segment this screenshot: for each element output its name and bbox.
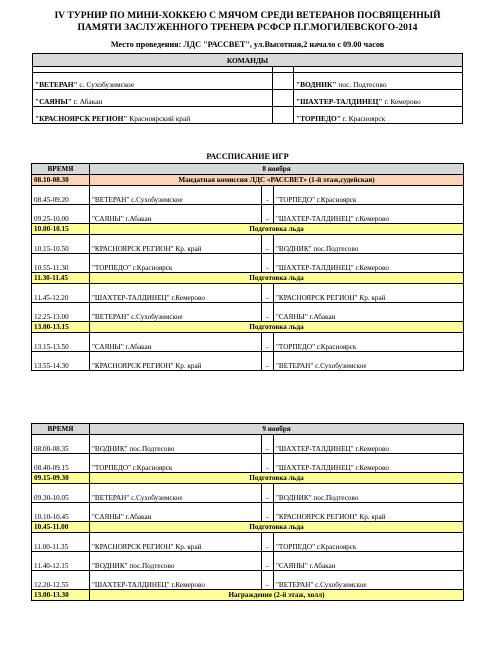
schedule-title: РАССПИСАНИЕ ИГР: [206, 152, 289, 161]
game-row: [32, 484, 464, 503]
away-team: "ТОРПЕДО" г.Красноярск: [274, 333, 464, 352]
time-header: ВРЕМЯ: [32, 424, 90, 435]
teams-table: [32, 53, 463, 124]
day-date: 9 ноября: [90, 424, 464, 435]
versus-dash: -: [262, 235, 274, 254]
time-header: ВРЕМЯ: [32, 164, 90, 175]
home-team: "САЯНЫ" г.Абакан: [90, 333, 262, 352]
away-team: "КРАСНОЯРСК РЕГИОН" Кр. край: [274, 284, 464, 303]
event-time: 10.45-11.00: [32, 522, 90, 533]
game-row: [32, 435, 464, 454]
game-row: [32, 235, 464, 254]
event-row: [32, 522, 464, 533]
away-team: "ШАХТЕР-ТАЛДИНЕЦ" г.Кемерово: [274, 435, 464, 454]
away-team: "ВОДНИК" пос.Подтесово: [274, 484, 464, 503]
game-time: 10.55-11.30: [32, 254, 90, 273]
teams-row: [33, 90, 463, 107]
away-team: "ВЕТЕРАН" с.Сухобузимское: [274, 571, 464, 590]
teams-header: КОМАНДЫ: [33, 54, 463, 67]
away-team: "ШАХТЕР-ТАЛДИНЕЦ" г.Кемерово: [274, 254, 464, 273]
schedule-header-row: [32, 164, 464, 175]
versus-dash: -: [262, 303, 274, 322]
team-city: г. Красноярск: [340, 114, 386, 123]
versus-dash: -: [262, 484, 274, 503]
day-date: 8 ноября: [90, 164, 464, 175]
game-time: 11.00-11.35: [32, 533, 90, 552]
team-cell: [294, 73, 463, 90]
away-team: "ШАХТЕР-ТАЛДИНЕЦ" г.Кемерово: [274, 454, 464, 473]
home-team: "КРАСНОЯРСК РЕГИОН" Кр. край: [90, 235, 262, 254]
team-name: "ТОРПЕДО": [296, 114, 341, 123]
game-time: 08.40-09.15: [32, 454, 90, 473]
versus-dash: -: [262, 284, 274, 303]
away-team: "ВЕТЕРАН" с.Сухобузимское: [274, 352, 464, 371]
home-team: "ВЕТЕРАН" с.Сухобузимское: [90, 484, 262, 503]
versus-dash: -: [262, 454, 274, 473]
event-label: Награждение (2-й этаж, холл): [90, 590, 464, 601]
game-time: 08.45-09.20: [32, 186, 90, 205]
versus-dash: -: [262, 186, 274, 205]
game-row: [32, 205, 464, 224]
home-team: "ШАХТЕР-ТАЛДИНЕЦ" г.Кемерово: [90, 571, 262, 590]
teams-row: [33, 73, 463, 90]
game-row: [32, 254, 464, 273]
team-cell: [294, 90, 463, 107]
home-team: "ВОДНИК" пос.Подтесово: [90, 552, 262, 571]
versus-dash: -: [262, 254, 274, 273]
home-team: "ШАХТЕР-ТАЛДИНЕЦ" г.Кемерово: [90, 284, 262, 303]
game-time: 08.00-08.35: [32, 435, 90, 454]
game-row: [32, 352, 464, 371]
schedule-header-row: [32, 424, 464, 435]
game-row: [32, 503, 464, 522]
versus-dash: -: [262, 571, 274, 590]
versus-dash: -: [262, 503, 274, 522]
versus-dash: -: [262, 533, 274, 552]
game-row: [32, 333, 464, 352]
home-team: "КРАСНОЯРСК РЕГИОН" Кр. край: [90, 533, 262, 552]
game-time: 11.45-12.20: [32, 284, 90, 303]
event-label: Подготовка льда: [90, 322, 464, 333]
team-cell: [33, 73, 273, 90]
versus-dash: -: [262, 352, 274, 371]
game-row: [32, 186, 464, 205]
teams-row: [33, 107, 463, 124]
event-label: Подготовка льда: [90, 273, 464, 284]
home-team: "САЯНЫ" г.Абакан: [90, 205, 262, 224]
game-time: 13.15-13.50: [32, 333, 90, 352]
event-row: [32, 473, 464, 484]
away-team: "ТОРПЕДО" г.Красноярск: [274, 533, 464, 552]
team-name: "ШАХТЕР-ТАЛДИНЕЦ": [296, 97, 383, 106]
game-time: 10.15-10.50: [32, 235, 90, 254]
team-name: "ВОДНИК": [296, 80, 337, 89]
game-time: 09.25-10.00: [32, 205, 90, 224]
versus-dash: -: [262, 333, 274, 352]
event-time: 08.10-08.30: [32, 175, 90, 186]
game-time: 11.40-12.15: [32, 552, 90, 571]
event-row: [32, 590, 464, 601]
versus-dash: -: [262, 205, 274, 224]
event-time: 13.00-13.15: [32, 322, 90, 333]
game-time: 09.30-10.05: [32, 484, 90, 503]
game-time: 10.10-10.45: [32, 503, 90, 522]
team-cell: [294, 107, 463, 124]
team-name: "САЯНЫ": [35, 97, 72, 106]
team-cell: [33, 90, 273, 107]
team-city: пос. Подтесово: [336, 80, 387, 89]
team-name: "ВЕТЕРАН": [35, 80, 78, 89]
home-team: "ВЕТЕРАН" с.Сухобузимское: [90, 303, 262, 322]
home-team: "КРАСНОЯРСК РЕГИОН" Кр. край: [90, 352, 262, 371]
away-team: "ВОДНИК" пос.Подтесово: [274, 235, 464, 254]
game-time: 13.55-14.30: [32, 352, 90, 371]
home-team: "САЯНЫ" г.Абакан: [90, 503, 262, 522]
game-row: [32, 533, 464, 552]
venue-line: Место проведения: ЛДС "РАССВЕТ", ул.Высотная,2 начало с 09.00 часов: [110, 40, 385, 49]
event-time: 11.30-11.45: [32, 273, 90, 284]
event-row: [32, 175, 464, 186]
away-team: "ШАХТЕР-ТАЛДИНЕЦ" г.Кемерово: [274, 205, 464, 224]
title-line-2: ПАМЯТИ ЗАСЛУЖЕННОГО ТРЕНЕРА РСФСР П.Г.МОГИЛЕВСКОГО-2014: [77, 22, 418, 33]
event-label: Подготовка льда: [90, 473, 464, 484]
document-title: [20, 10, 475, 34]
team-name: "КРАСНОЯРСК РЕГИОН": [35, 114, 128, 123]
team-city: с. Сухобузимское: [77, 80, 135, 89]
event-time: 13.00-13.30: [32, 590, 90, 601]
event-row: [32, 273, 464, 284]
event-label: Подготовка льда: [90, 224, 464, 235]
event-label: Мандатная комиссия ЛДС «РАССВЕТ» (1-й этаж,судейская): [90, 175, 464, 186]
event-label: Подготовка льда: [90, 522, 464, 533]
team-city: г. Кемерово: [382, 97, 421, 106]
event-time: 09.15-09.30: [32, 473, 90, 484]
game-row: [32, 571, 464, 590]
home-team: "ТОРПЕДО" г.Красноярск: [90, 454, 262, 473]
event-row: [32, 322, 464, 333]
event-time: 10.00-10.15: [32, 224, 90, 235]
game-row: [32, 303, 464, 322]
home-team: "ВЕТЕРАН" с.Сухобузимское: [90, 186, 262, 205]
away-team: "САЯНЫ" г.Абакан: [274, 303, 464, 322]
home-team: "ТОРПЕДО" г.Красноярск: [90, 254, 262, 273]
game-time: 12.20-12.55: [32, 571, 90, 590]
team-city: Красноярский край: [127, 114, 191, 123]
away-team: "ТОРПЕДО" г.Красноярск: [274, 186, 464, 205]
title-line-1: IV ТУРНИР ПО МИНИ-ХОККЕЮ С МЯЧОМ СРЕДИ ВЕТЕРАНОВ ПОСВЯЩЕННЫЙ: [54, 10, 441, 21]
schedule-day-1: [31, 163, 464, 371]
away-team: "САЯНЫ" г.Абакан: [274, 552, 464, 571]
game-row: [32, 284, 464, 303]
home-team: "ВОДНИК" пос.Подтесово: [90, 435, 262, 454]
team-cell: [33, 107, 273, 124]
game-row: [32, 552, 464, 571]
team-city: г. Абакан: [71, 97, 103, 106]
schedule-day-2: [31, 423, 464, 601]
away-team: "КРАСНОЯРСК РЕГИОН" Кр. край: [274, 503, 464, 522]
game-time: 12.25-13.00: [32, 303, 90, 322]
versus-dash: -: [262, 435, 274, 454]
versus-dash: -: [262, 552, 274, 571]
game-row: [32, 454, 464, 473]
event-row: [32, 224, 464, 235]
